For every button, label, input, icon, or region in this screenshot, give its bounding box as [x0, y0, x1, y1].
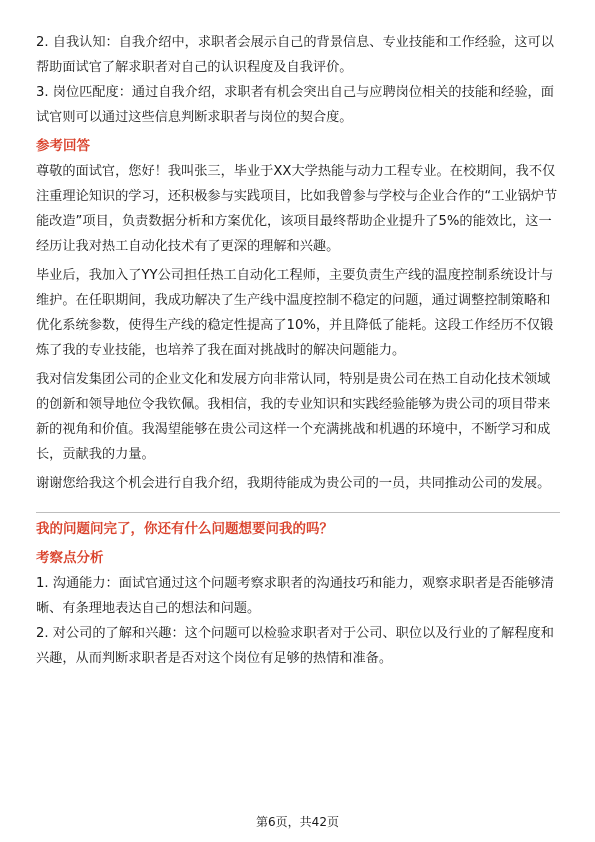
analysis-heading: 考察点分析	[36, 550, 104, 566]
intro-point-2: 2. 自我认知：自我介绍中，求职者会展示自己的背景信息、专业技能和工作经验，这可以帮助面试官了解求职者对自己的认识程度及自我评价。	[36, 35, 554, 75]
reference-paragraph: 我对信发集团公司的企业文化和发展方向非常认同，特别是贵公司在热工自动化技术领域的创新和领导地位令我钦佩。我相信，我的专业知识和实践经验能够为贵公司的项目带来新的视角和价值。我渴望能够在贵公司这样一个充满挑战和机遇的环境中，不断学习和成长，贡献我的力量。	[36, 372, 551, 462]
document-page	[36, 30, 560, 671]
reference-paragraph: 尊敬的面试官，您好！我叫张三，毕业于XX大学热能与动力工程专业。在校期间，我不仅注重理论知识的学习，还积极参与实践项目，比如我曾参与学校与企业合作的“工业锅炉节能改造”项目，负责数据分析和方案优化，该项目最终帮助企业提升了5%的能效比，这一经历让我对热工自动化技术有了更深的理解和兴趣。	[36, 164, 558, 254]
question-title: 我的问题问完了，你还有什么问题想要问我的吗？	[36, 521, 333, 537]
analysis-point-2: 2. 对公司的了解和兴趣：这个问题可以检验求职者对于公司、职位以及行业的了解程度和兴趣，从而判断求职者是否对这个岗位有足够的热情和准备。	[36, 626, 554, 666]
page-number-footer: 第6页，共42页	[256, 815, 339, 829]
analysis-point-1: 1. 沟通能力：面试官通过这个问题考察求职者的沟通技巧和能力，观察求职者是否能够清晰、有条理地表达自己的想法和问题。	[36, 576, 554, 616]
reference-heading: 参考回答	[36, 138, 90, 154]
intro-point-3: 3. 岗位匹配度：通过自我介绍，求职者有机会突出自己与应聘岗位相关的技能和经验，面试官则可以通过这些信息判断求职者与岗位的契合度。	[36, 85, 554, 125]
section-divider	[36, 512, 560, 513]
reference-paragraph: 毕业后，我加入了YY公司担任热工自动化工程师，主要负责生产线的温度控制系统设计与维护。在任职期间，我成功解决了生产线中温度控制不稳定的问题，通过调整控制策略和优化系统参数，使得生产线的稳定性提高了10%，并且降低了能耗。这段工作经历不仅锻炼了我的专业技能，也培养了我在面对挑战时的解决问题能力。	[36, 268, 554, 358]
reference-paragraph: 谢谢您给我这个机会进行自我介绍，我期待能成为贵公司的一员，共同推动公司的发展。	[36, 476, 551, 491]
